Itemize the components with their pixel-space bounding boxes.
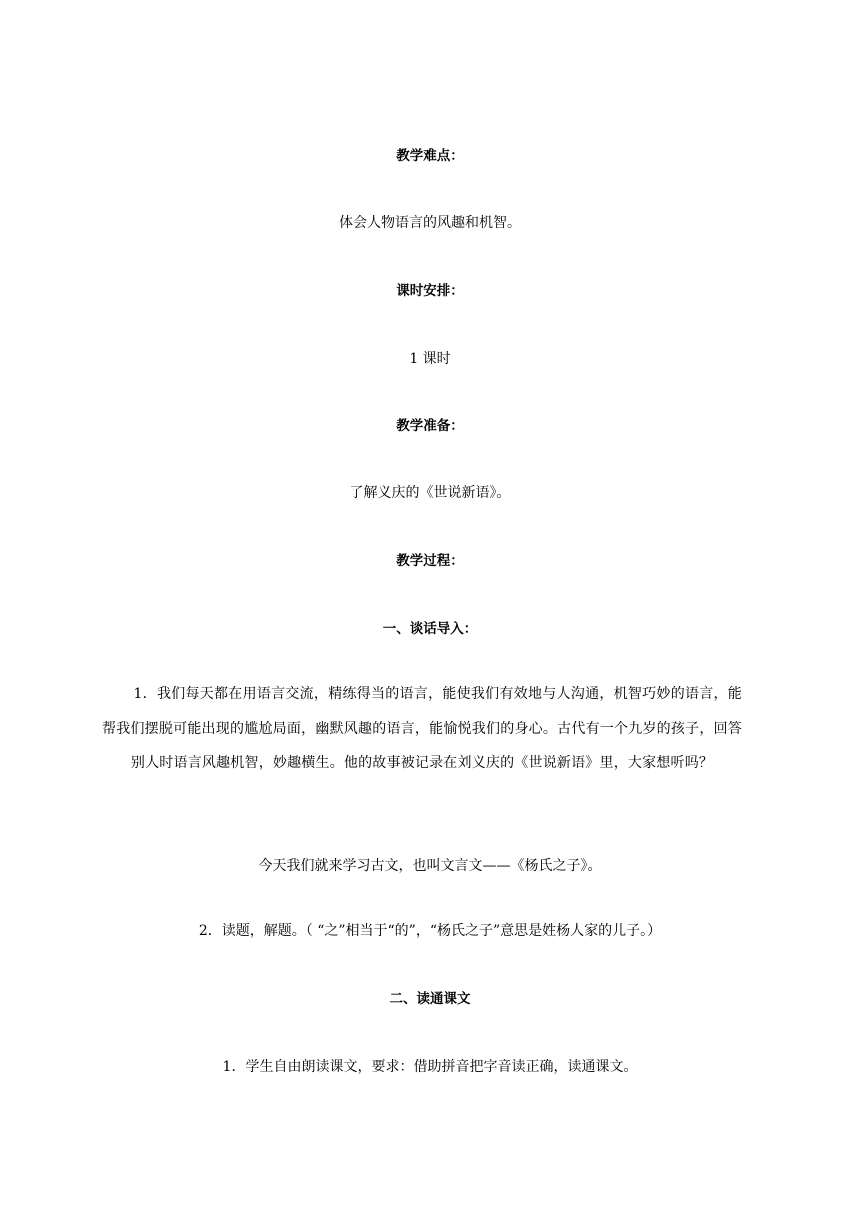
process-heading: 教学过程： [396,553,464,569]
schedule-heading: 课时安排： [396,283,464,299]
schedule-text: 1 课时 [409,351,451,367]
part1-paragraph-3: 2．读题，解题。（ “之”相当于“的”，“杨氏之子”意思是姓杨人家的儿子。） [198,923,662,939]
part2-paragraph-1: 1．学生自由朗读课文，要求：借助拼音把字音读正确，读通课文。 [222,1059,638,1075]
part1-heading: 一、谈话导入： [382,621,478,637]
part1-paragraph-2: 今天我们就来学习古文，也叫文言文——《杨氏之子》。 [258,858,602,874]
teaching-difficulty-text: 体会人物语言的风趣和机智。 [339,215,521,231]
teaching-difficulty-heading: 教学难点： [396,148,464,164]
preparation-heading: 教学准备： [396,418,464,434]
part2-heading: 二、读通课文 [389,991,471,1007]
preparation-text: 了解义庆的《世说新语》。 [349,485,511,501]
part1-paragraph-1: 1．我们每天都在用语言交流，精练得当的语言，能使我们有效地与人沟通，机智巧妙的语言，能帮我们摆脱可能出现的尴尬局面，幽默风趣的语言，能愉悦我们的身心。古代有一个九岁的孩子，回答别人时语言风趣机智，妙趣横生。他的故事被记录在刘义庆的《世说新语》里，大家想听吗？ [102,686,742,771]
